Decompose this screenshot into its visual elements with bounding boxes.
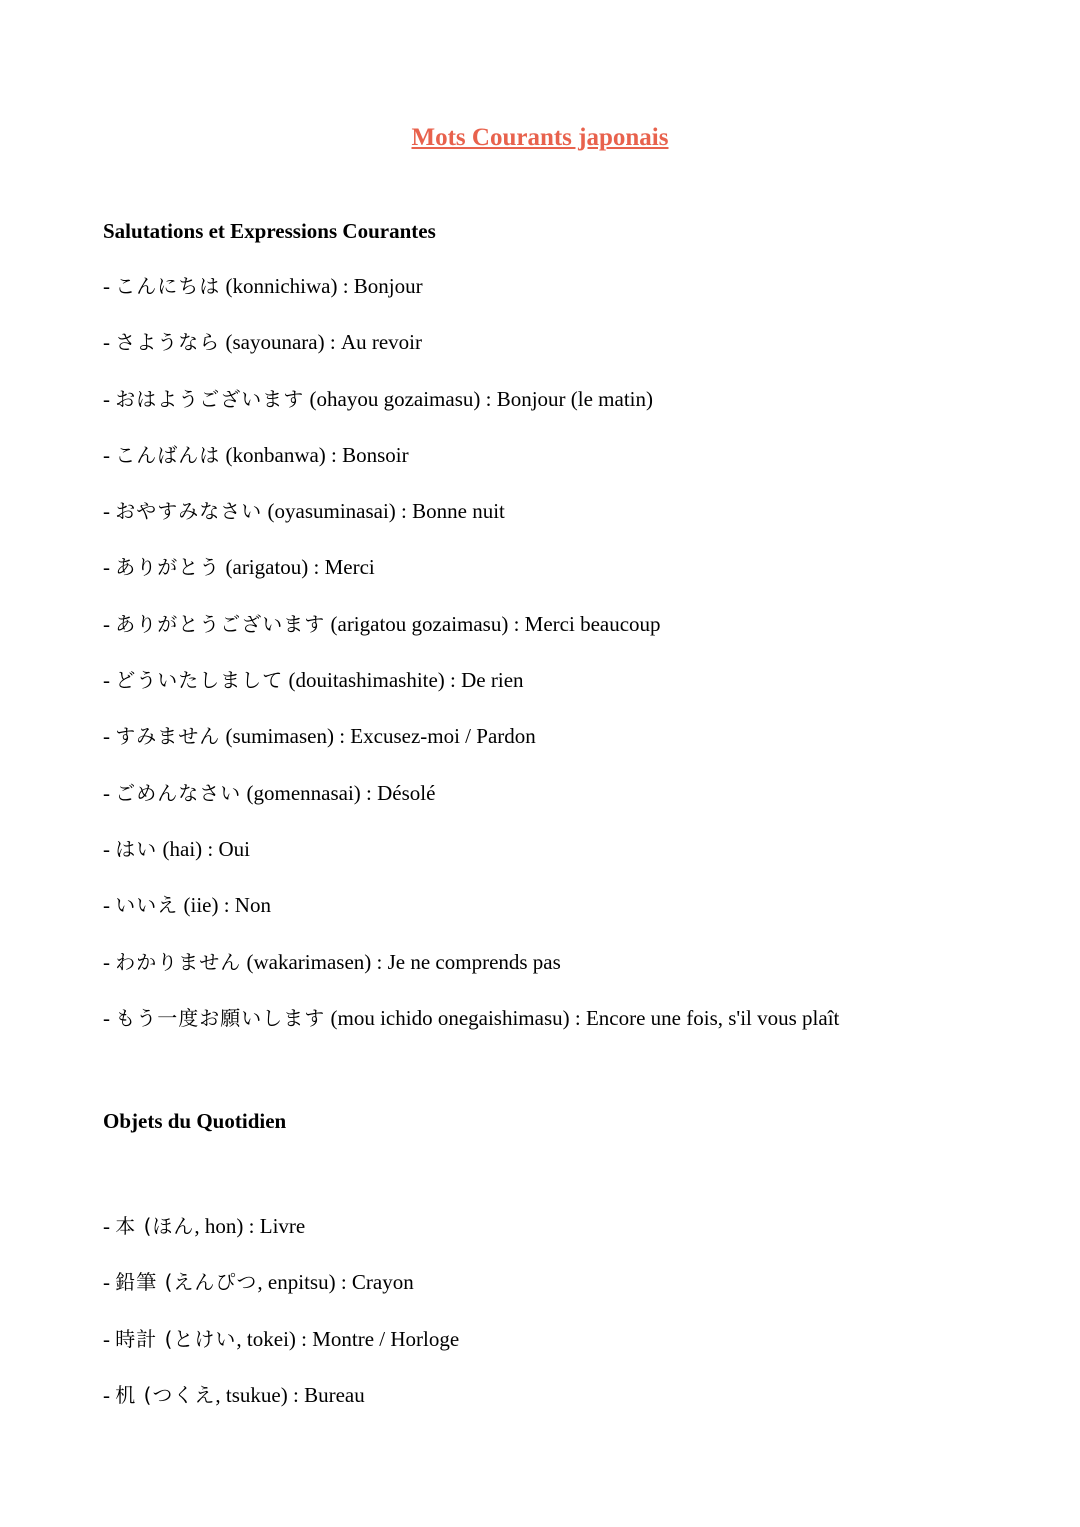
- list-item: - 鉛筆 (えんぴつ, enpitsu) : Crayon: [103, 1270, 414, 1295]
- list-item: - わかりません (wakarimasen) : Je ne comprends pas: [103, 949, 561, 974]
- list-item: - すみません (sumimasen) : Excusez-moi / Pardon: [103, 724, 536, 749]
- page-title: Mots Courants japonais: [411, 123, 669, 151]
- section-heading-objets: Objets du Quotidien: [103, 1109, 287, 1133]
- list-item: - こんにちは (konnichiwa) : Bonjour: [103, 274, 423, 298]
- list-item: - 時計 (とけい, tokei) : Montre / Horloge: [103, 1326, 460, 1351]
- list-item: - 本 (ほん, hon) : Livre: [103, 1214, 306, 1238]
- list-item: - さようなら (sayounara) : Au revoir: [103, 330, 423, 355]
- objets-list: [103, 1212, 459, 1437]
- list-item: - もう一度お願いします (mou ichido onegaishimasu) : Encore une fois, s'il vous plaît: [103, 1005, 840, 1030]
- list-item: - おやすみなさい (oyasuminasai) : Bonne nuit: [103, 499, 505, 524]
- list-item: - ごめんなさい (gomennasai) : Désolé: [103, 780, 436, 805]
- list-item: - ありがとう (arigatou) : Merci: [103, 555, 375, 580]
- list-item: - どういたしまして (douitashimashite) : De rien: [103, 668, 524, 693]
- list-item: - こんばんは (konbanwa) : Bonsoir: [103, 442, 409, 467]
- salutations-list: [103, 272, 839, 1060]
- list-item: - ありがとうございます (arigatou gozaimasu) : Merci beaucoup: [103, 611, 661, 636]
- list-item: - いいえ (iie) : Non: [103, 893, 271, 918]
- list-item: - はい (hai) : Oui: [103, 836, 250, 861]
- list-item: - 机 (つくえ, tsukue) : Bureau: [103, 1382, 365, 1407]
- list-item: - おはようございます (ohayou gozaimasu) : Bonjour (le matin): [103, 386, 653, 411]
- section-heading-salutations: Salutations et Expressions Courantes: [103, 219, 436, 243]
